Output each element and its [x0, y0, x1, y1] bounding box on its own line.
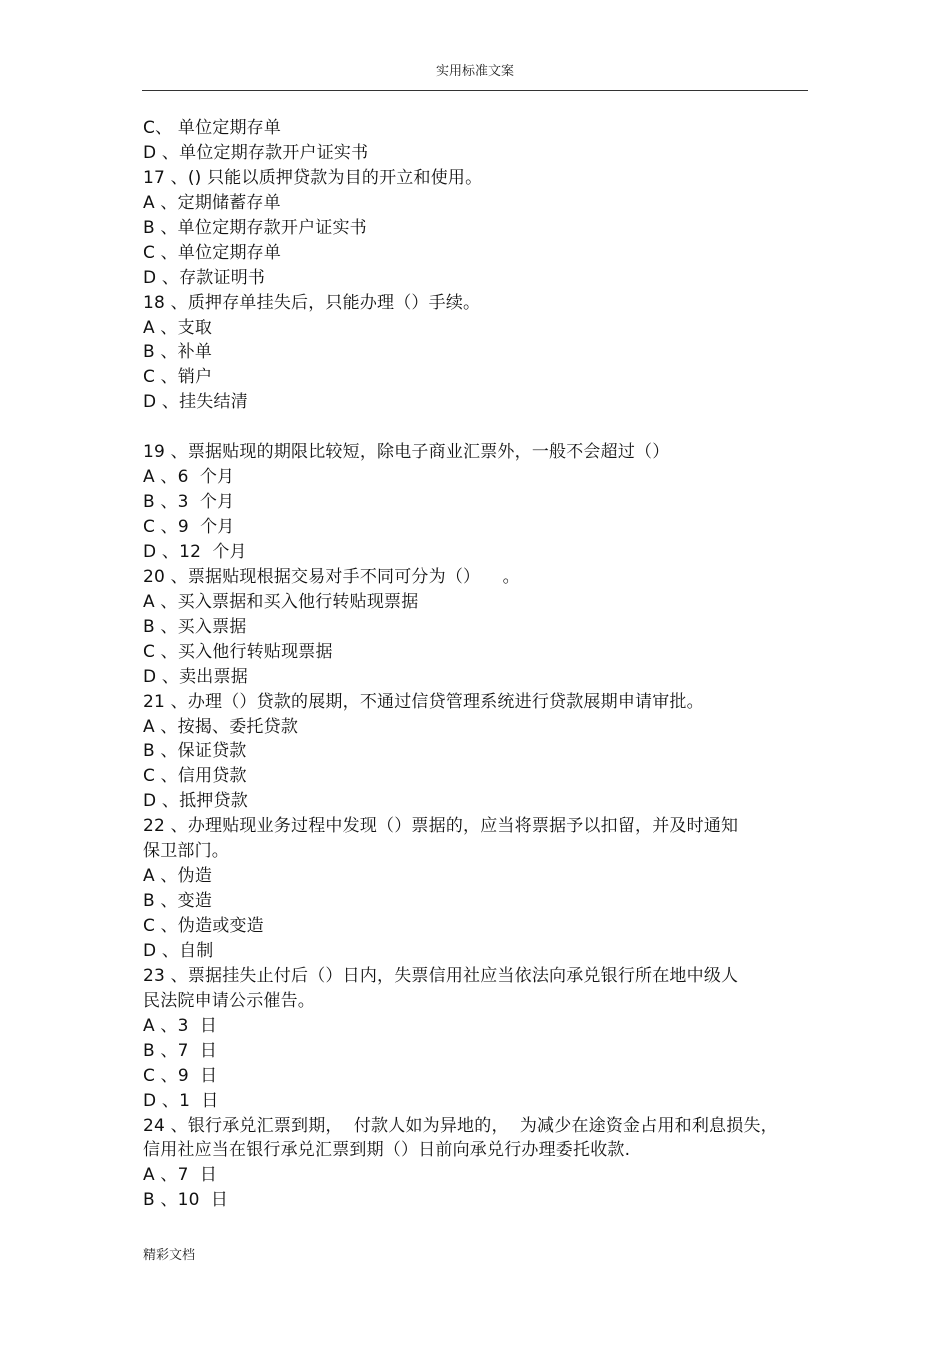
text-line: 23 、票据挂失止付后（）日内，失票信用社应当依法向承兑银行所在地中级人	[143, 965, 739, 986]
text-line	[143, 415, 803, 440]
text-line: B 、保证贷款	[143, 741, 247, 762]
text-line: C 、9 个月	[143, 517, 235, 537]
text-line: A 、按揭、委托贷款	[143, 716, 299, 737]
text-line: B 、7 日	[143, 1040, 218, 1061]
text-line: 20 、票据贴现根据交易对手不同可分为（） 。	[143, 566, 520, 587]
text-line: 信用社应当在银行承兑汇票到期（）日前向承兑行办理委托收款.	[143, 1140, 631, 1161]
text-line: D 、抵押贷款	[143, 791, 248, 812]
text-line: D 、挂失结清	[143, 392, 248, 413]
text-line: A 、支取	[143, 317, 213, 338]
text-line: B 、变造	[143, 891, 213, 912]
text-line: A 、定期储蓄存单	[143, 192, 281, 213]
text-line: B 、10 日	[143, 1190, 229, 1211]
text-line: B 、买入票据	[143, 616, 247, 637]
text-line: 民法院申请公示催告。	[143, 990, 315, 1011]
text-line: 17 、() 只能以质押贷款为目的开立和使用。	[143, 167, 483, 188]
text-line: A 、买入票据和买入他行转贴现票据	[143, 591, 419, 612]
text-line: B 、单位定期存款开户证实书	[143, 217, 367, 238]
text-line: D 、1 日	[143, 1090, 219, 1111]
text-line: D 、卖出票据	[143, 666, 248, 687]
text-line: A 、7 日	[143, 1165, 218, 1186]
text-line: A 、3 日	[143, 1015, 218, 1036]
text-line: 19 、票据贴现的期限比较短，除电子商业汇票外，一般不会超过（）	[143, 442, 670, 463]
page-header: 实用标准文案	[435, 64, 514, 79]
text-line: B 、3 个月	[143, 492, 235, 513]
text-line: 22 、办理贴现业务过程中发现（）票据的，应当将票据予以扣留，并及时通知	[143, 816, 739, 837]
text-line: D 、单位定期存款开户证实书	[143, 142, 369, 163]
text-line: 18 、质押存单挂失后，只能办理（）手续。	[143, 292, 481, 313]
document-body	[143, 116, 803, 1213]
page-footer: 精彩文档	[143, 1248, 196, 1263]
text-line: D 、12 个月	[143, 541, 247, 562]
text-line: C 、9 日	[143, 1065, 218, 1086]
text-line: C 、单位定期存单	[143, 242, 282, 263]
text-line: C 、买入他行转贴现票据	[143, 641, 333, 662]
text-line: D 、自制	[143, 940, 214, 961]
text-line: D 、存款证明书	[143, 267, 266, 288]
text-line: 21 、办理（）贷款的展期，不通过信贷管理系统进行贷款展期申请审批。	[143, 691, 704, 712]
text-line: B 、补单	[143, 342, 213, 363]
text-line: C 、销户	[143, 367, 213, 388]
header-divider	[142, 90, 808, 91]
text-line: 保卫部门。	[143, 841, 229, 862]
text-line: A 、伪造	[143, 866, 213, 887]
text-line: 24 、银行承兑汇票到期， 付款人如为异地的， 为减少在途资金占用和利息损失，	[143, 1115, 778, 1136]
text-line: C 、信用贷款	[143, 766, 247, 787]
text-line: C 、伪造或变造	[143, 916, 264, 936]
text-line: C、 单位定期存单	[143, 118, 282, 138]
text-line: A 、6 个月	[143, 467, 235, 488]
